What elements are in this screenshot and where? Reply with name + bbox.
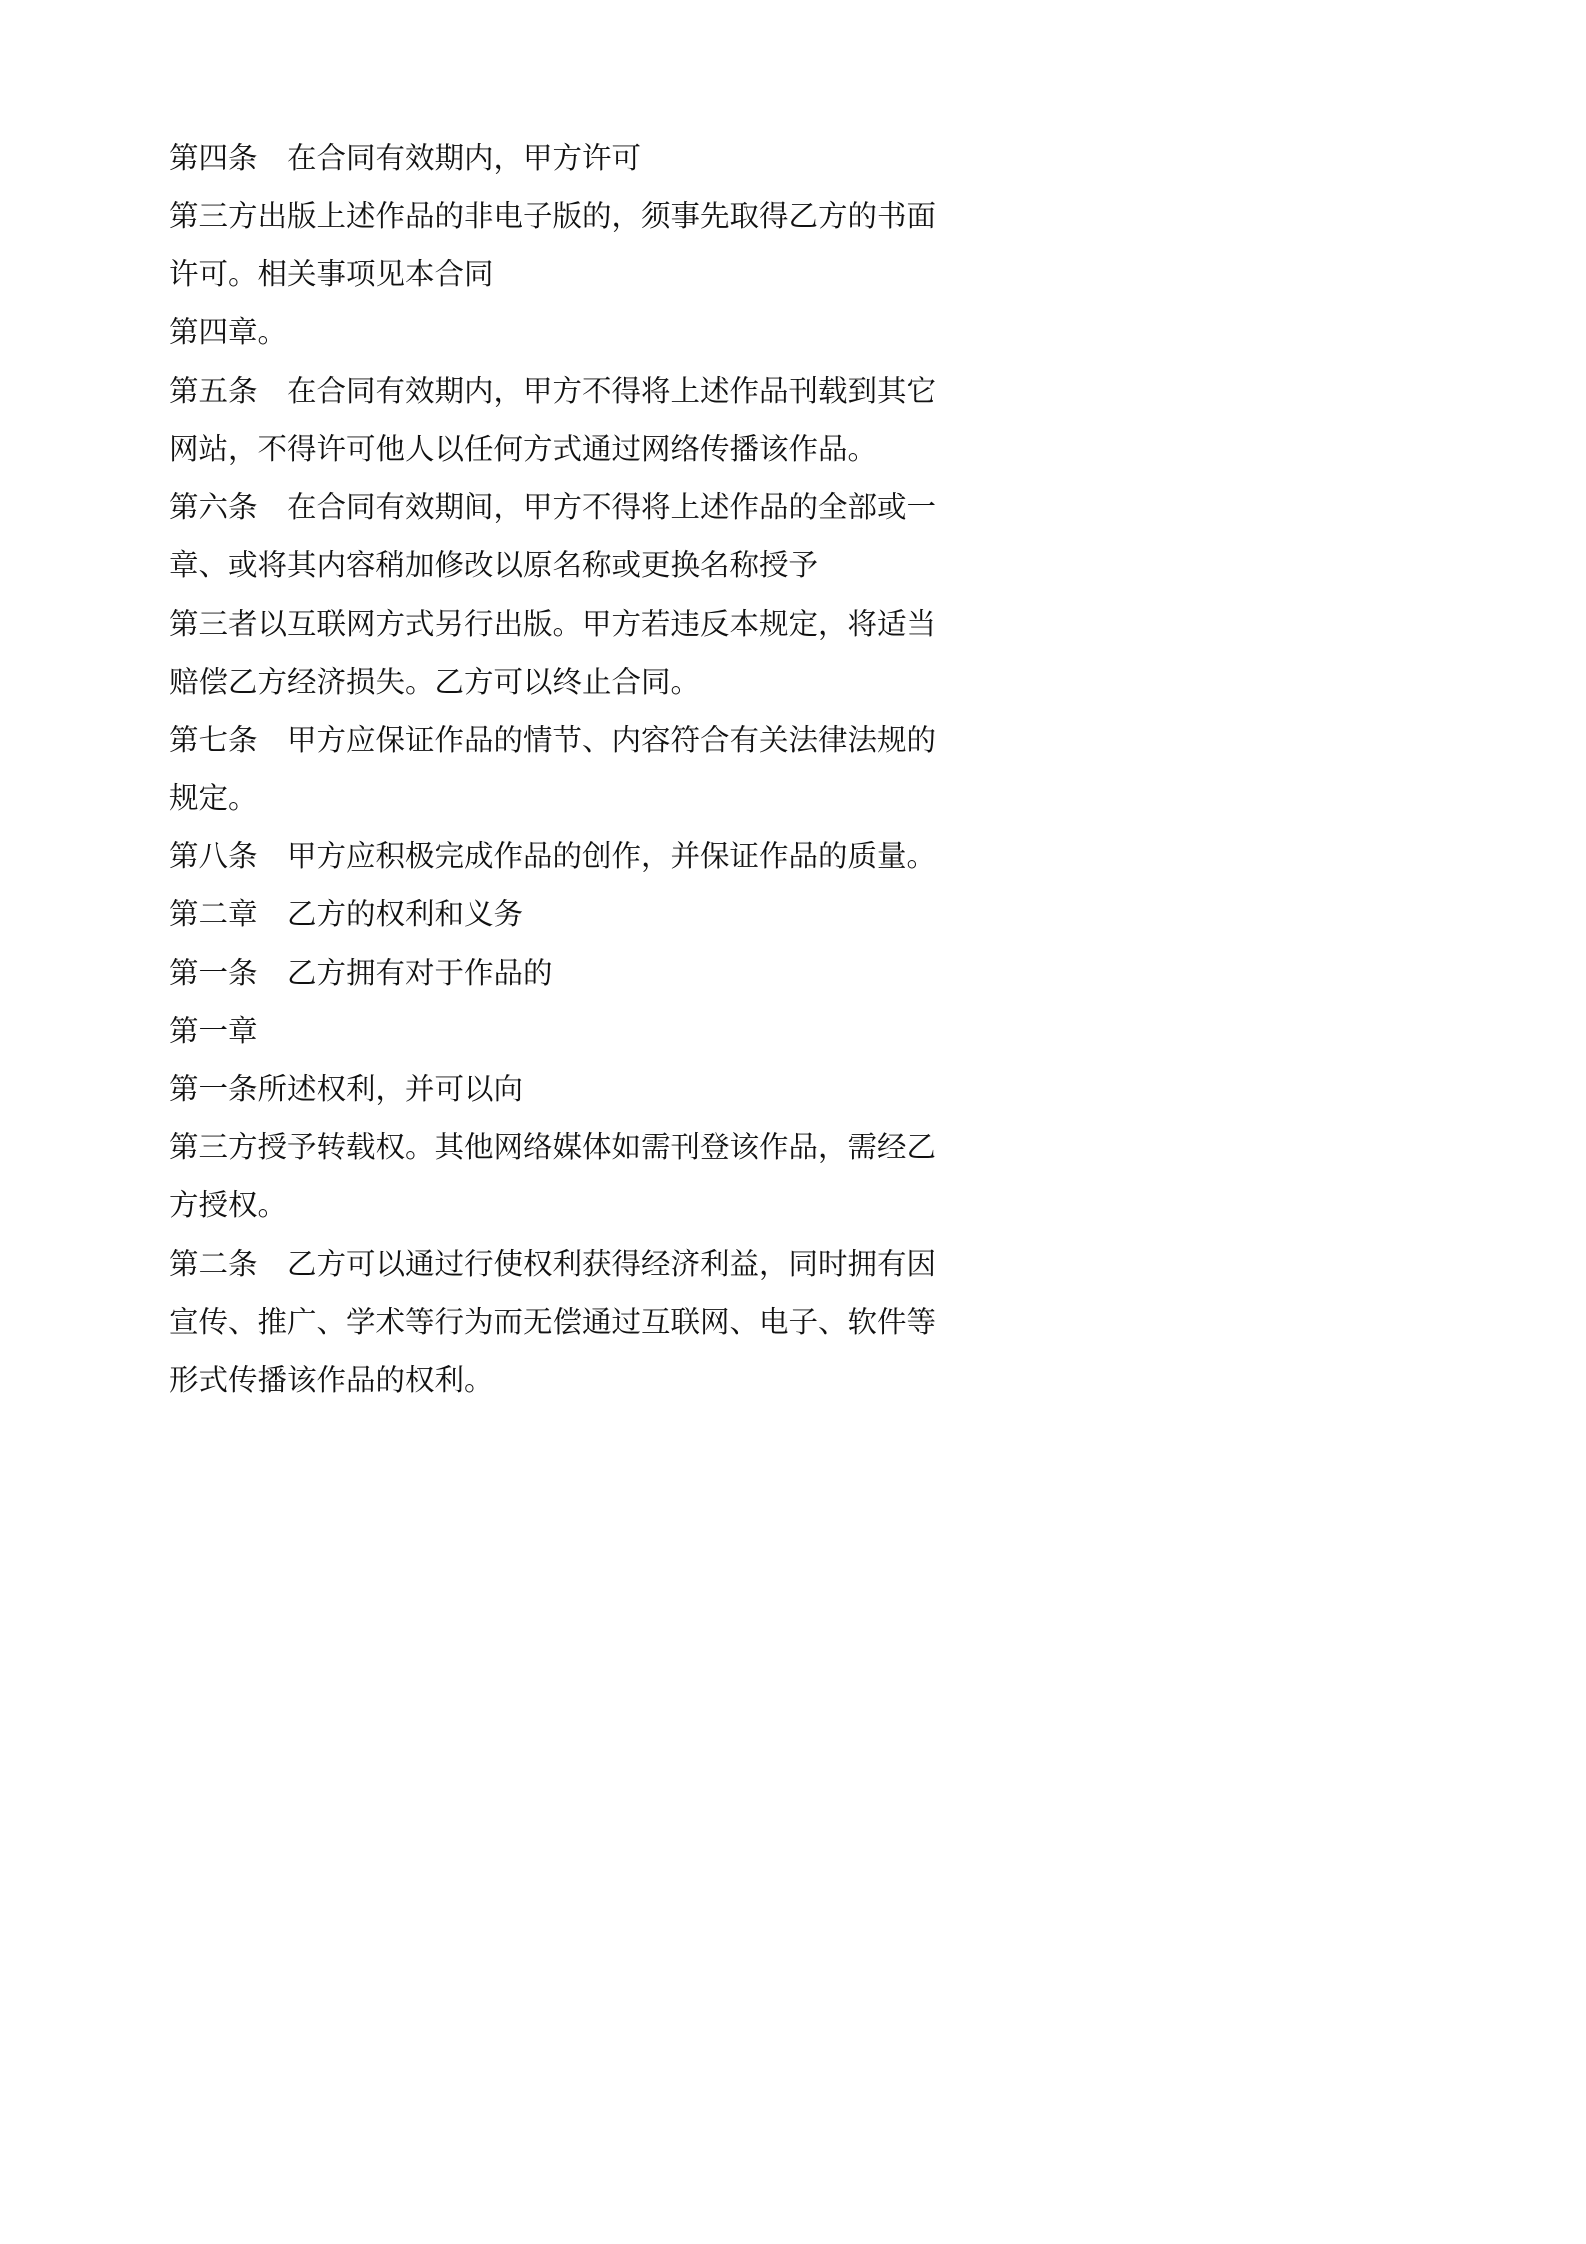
text-line: 规定。: [169, 781, 258, 815]
text-line: 第三方出版上述作品的非电子版的，须事先取得乙方的书面: [169, 199, 937, 233]
text-line: 第五条 在合同有效期内，甲方不得将上述作品刊载到其它: [169, 374, 937, 408]
text-line: 许可。相关事项见本合同: [169, 257, 494, 291]
text-line: 赔偿乙方经济损失。乙方可以终止合同。: [169, 665, 701, 699]
text-line: 宣传、推广、学术等行为而无偿通过互联网、电子、软件等: [169, 1305, 937, 1339]
document-page: [0, 0, 1100, 1556]
text-line: 第四条 在合同有效期内，甲方许可: [169, 141, 642, 175]
text-line: 方授权。: [169, 1188, 288, 1222]
text-line: 第一条所述权利，并可以向: [169, 1072, 524, 1106]
text-line: 第一条 乙方拥有对于作品的: [169, 956, 553, 990]
text-line: 第二条 乙方可以通过行使权利获得经济利益，同时拥有因: [169, 1247, 937, 1281]
text-line: 形式传播该作品的权利。: [169, 1363, 494, 1397]
text-line: 第一章: [169, 1014, 258, 1048]
text-line: 第三方授予转载权。其他网络媒体如需刊登该作品，需经乙: [169, 1130, 937, 1164]
text-line: 第六条 在合同有效期间，甲方不得将上述作品的全部或一: [169, 490, 937, 524]
text-line: 第三者以互联网方式另行出版。甲方若违反本规定，将适当: [169, 607, 937, 641]
text-line: 第二章 乙方的权利和义务: [169, 897, 524, 931]
text-line: 第四章。: [169, 315, 288, 349]
text-line: 第八条 甲方应积极完成作品的创作，并保证作品的质量。: [169, 839, 937, 873]
text-line: 网站，不得许可他人以任何方式通过网络传播该作品。: [169, 432, 878, 466]
text-line: 第七条 甲方应保证作品的情节、内容符合有关法律法规的: [169, 723, 937, 757]
text-line: 章、或将其内容稍加修改以原名称或更换名称授予: [169, 548, 819, 582]
